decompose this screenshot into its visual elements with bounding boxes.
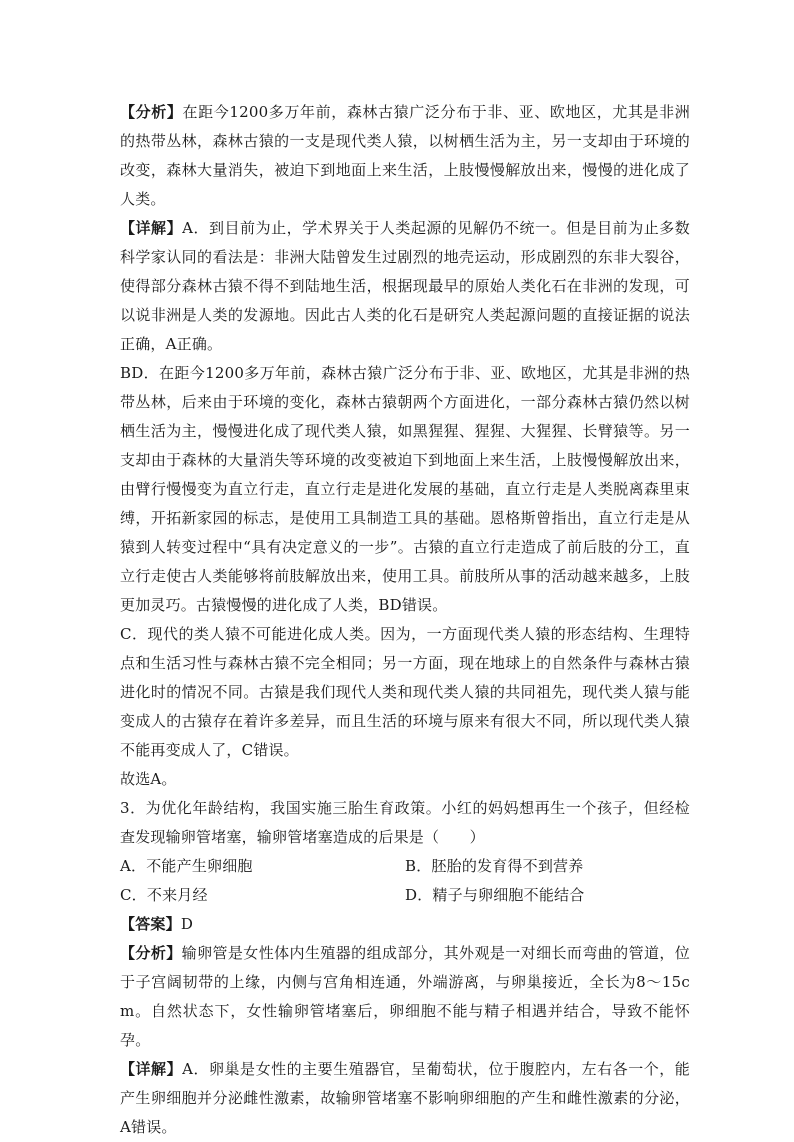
detail-paragraph-c: C．现代的类人猿不可能进化成人类。因为，一方面现代类人猿的形态结构、生理特点和生活习性与森林古猿不完全相同；另一方面，现在地球上的自然条件与森林古猿进化时的情况不同。古猿是我们现代人类和现代类人猿的共同祖先，现代类人猿与能变成人的古猿存在着许多差异，而且生活的环境与原来有很大不同，所以现代类人猿不能再变成人了，C错误。 <box>120 625 690 759</box>
detail-text-a: A．到目前为止，学术界关于人类起源的见解仍不统一。但是目前为止多数科学家认同的看法是：非洲大陆曾发生过剧烈的地壳运动，形成剧烈的东非大裂谷，使得部分森林古猿不得不到陆地生活，根据现最早的原始人类化石在非洲的发现，可以说非洲是人类的发源地。因此古人类的化石是研究人类起源问题的直接证据的说法正确，A正确。 <box>120 219 690 353</box>
analysis-tag-2: 【分析】 <box>120 944 182 962</box>
detail-tag: 【详解】 <box>120 219 183 237</box>
option-d: D．精子与卵细胞不能结合 <box>405 886 585 904</box>
question-3-stem: 3．为优化年龄结构，我国实施三胎生育政策。小红的妈妈想再生一个孩子，但经检查发现输卵管堵塞，输卵管堵塞造成的后果是（ ） <box>120 799 690 846</box>
analysis-paragraph-2 <box>120 939 690 1055</box>
answer-tag: 【答案】 <box>120 915 181 933</box>
question-3-options <box>120 852 690 910</box>
detail-tag-2: 【详解】 <box>120 1060 183 1078</box>
detail-paragraph-bd: BD．在距今1200多万年前，森林古猿广泛分布于非、亚、欧地区，尤其是非洲的热带丛林，后来由于环境的变化，森林古猿朝两个方面进化，一部分森林古猿仍然以树栖生活为主，慢慢进化成了现代类人猿，如黑猩猩、猩猩、大猩猩、长臂猿等。另一支却由于森林的大量消失等环境的改变被迫下到地面上来生活，上肢慢慢解放出来，由臂行慢慢变为直立行走，直立行走是进化发展的基础，直立行走是人类脱离森里束缚，开拓新家园的标志，是使用工具制造工具的基础。恩格斯曾指出，直立行走是从猿到人转变过程中“具有决定意义的一步”。古猿的直立行走造成了前后肢的分工，直立行走使古人类能够将前肢解放出来，使用工具。前肢所从事的活动越来越多，上肢更加灵巧。古猿慢慢的进化成了人类，BD错误。 <box>120 364 690 614</box>
choose-answer: 故选A。 <box>120 770 177 788</box>
analysis-text: 在距今1200多万年前，森林古猿广泛分布于非、亚、欧地区，尤其是非洲的热带丛林，森林古猿的一支是现代类人猿，以树栖生活为主，另一支却由于环境的改变，森林大量消失，被迫下到地面上来生活，上肢慢慢解放出来，慢慢的进化成了人类。 <box>120 103 690 208</box>
detail-paragraph-a <box>120 214 690 359</box>
option-a: A．不能产生卵细胞 <box>120 857 253 875</box>
analysis-text-2: 输卵管是女性体内生殖器的组成部分，其外观是一对细长而弯曲的管道，位于子宫阔韧带的上缘，内侧与宫角相连通，外端游离，与卵巢接近，全长为8～15cm。自然状态下，女性输卵管堵塞后，卵细胞不能与精子相遇并结合，导致不能怀孕。 <box>120 944 690 1049</box>
analysis-tag: 【分析】 <box>120 103 183 121</box>
answer-text: D <box>180 915 194 933</box>
detail-text-2: A．卵巢是女性的主要生殖器官，呈葡萄状，位于腹腔内，左右各一个，能产生卵细胞并分泌雌性激素，故输卵管堵塞不影响卵细胞的产生和雌性激素的分泌，A错误。 <box>120 1060 690 1136</box>
option-b: B．胚胎的发育得不到营养 <box>405 857 584 875</box>
analysis-paragraph-1 <box>120 98 690 214</box>
document-page <box>120 98 690 1142</box>
detail-paragraph-2 <box>120 1055 690 1142</box>
answer-paragraph <box>120 910 690 939</box>
option-c: C．不来月经 <box>120 886 208 904</box>
